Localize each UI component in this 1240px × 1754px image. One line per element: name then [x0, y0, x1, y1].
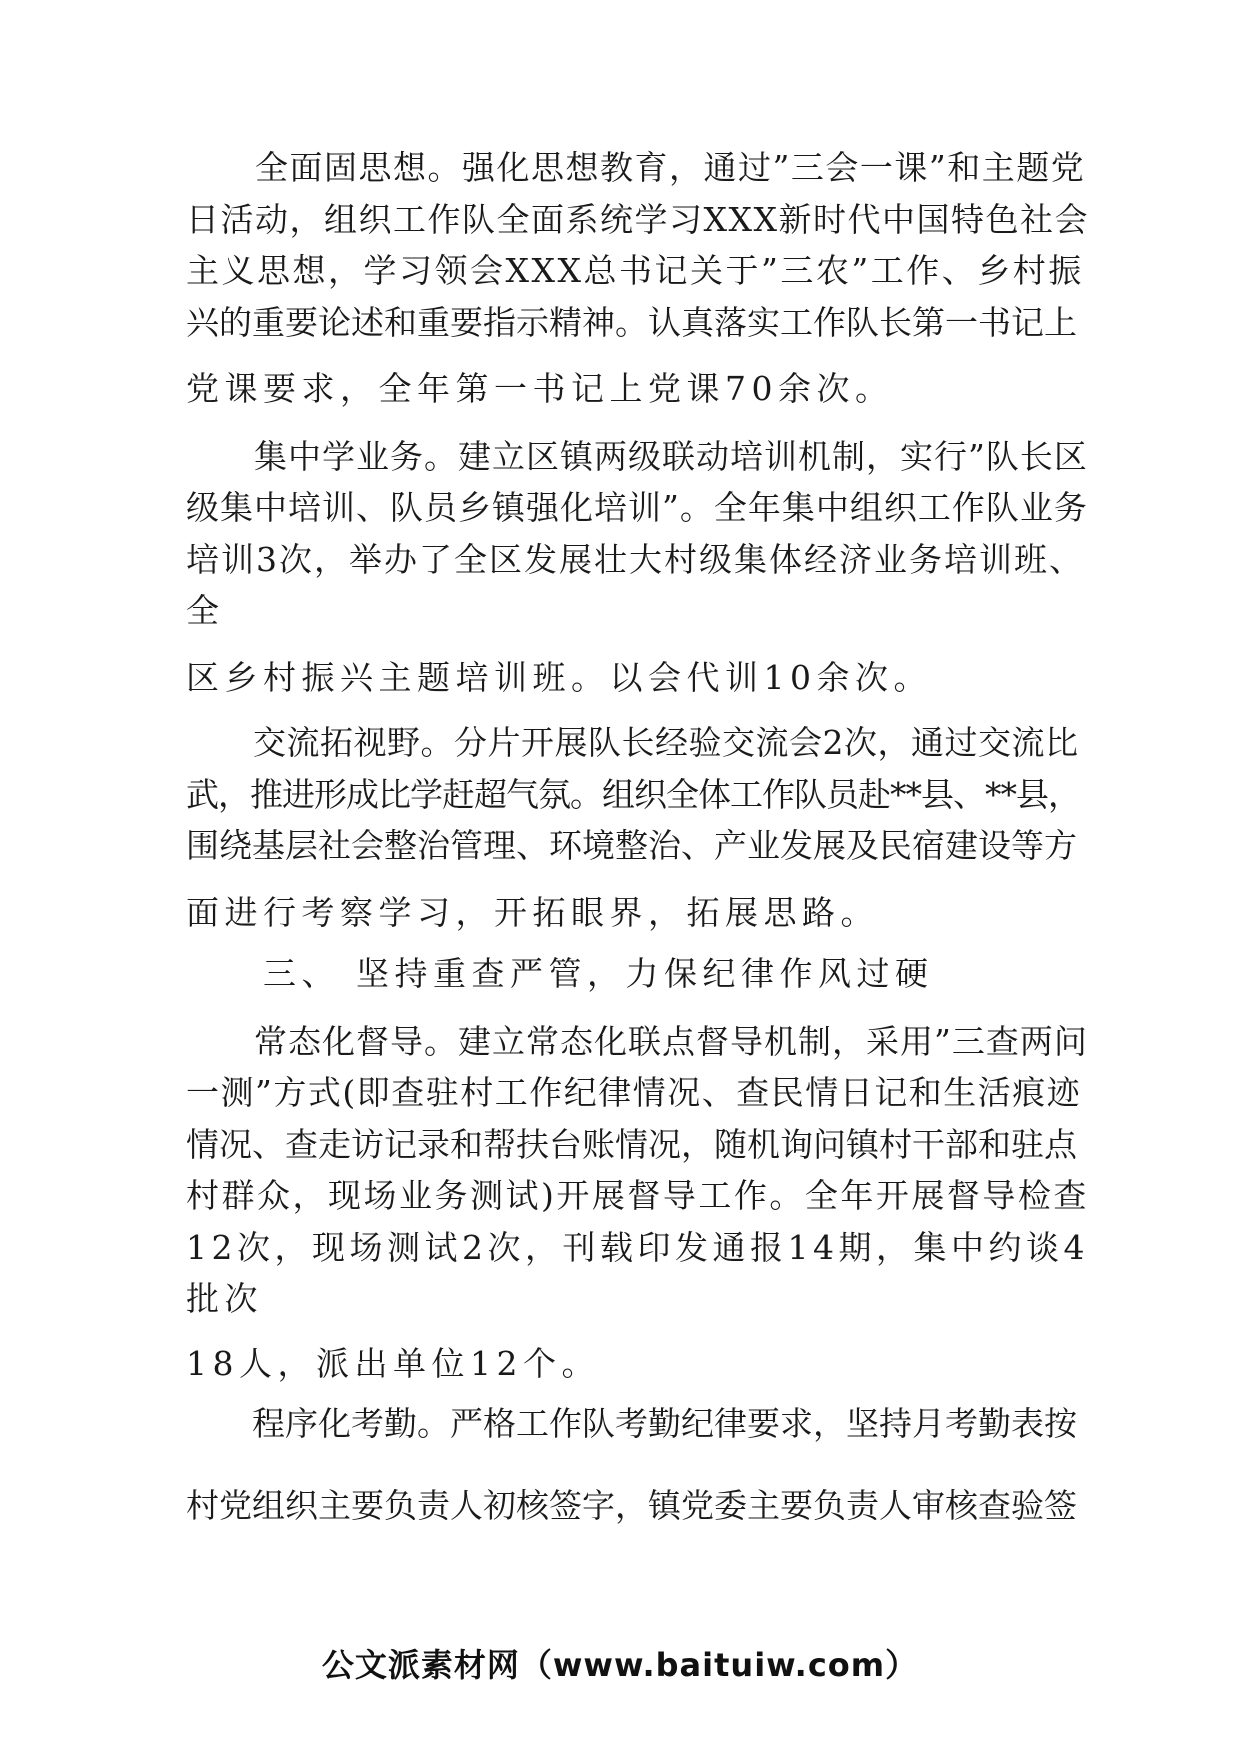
section-heading: 三、 坚持重查严管，力保纪律作风过硬: [186, 954, 934, 993]
text-line: 批次: [186, 1279, 263, 1318]
text-line: 兴的重要论述和重要指示精神。认真落实工作队长第一书记上: [186, 303, 1077, 342]
text-line: 日活动，组织工作队全面系统学习XXX新时代中国特色社会: [186, 200, 1089, 239]
text-line: 程序化考勤。严格工作队考勤纪律要求，坚持月考勤表按: [186, 1404, 1077, 1443]
text-line: 武，推进形成比学赶超气氛。组织全体工作队员赴**县、**县，: [186, 775, 1080, 814]
text-line: 全: [186, 591, 225, 630]
text-line: 主义思想，学习领会XXX总书记关于”三农”工作、乡村振: [186, 251, 1084, 290]
text-line: 党课要求，全年第一书记上党课70余次。: [186, 369, 894, 408]
text-line: 区乡村振兴主题培训班。以会代训10余次。: [186, 658, 932, 697]
text-line: 级集中培训、队员乡镇强化培训”。全年集中组织工作队业务: [186, 488, 1088, 527]
text-line: 常态化督导。建立常态化联点督导机制，采用”三查两问: [186, 1022, 1088, 1061]
text-line: 面进行考察学习，开拓眼界，拓展思路。: [186, 893, 879, 932]
text-line: 集中学业务。建立区镇两级联动培训机制，实行”队长区: [186, 437, 1088, 476]
text-line: 12次，现场测试2次，刊载印发通报14期，集中约谈4: [186, 1228, 1089, 1267]
text-line: 培训3次，举办了全区发展壮大村级集体经济业务培训班、: [186, 540, 1084, 579]
text-line: 全面固思想。强化思想教育，通过”三会一课”和主题党: [186, 148, 1086, 187]
text-line: 村党组织主要负责人初核签字，镇党委主要负责人审核查验签: [186, 1486, 1077, 1525]
text-line: 情况、查走访记录和帮扶台账情况，随机询问镇村干部和驻点: [186, 1125, 1077, 1164]
footer-source: 公文派素材网（www.baituiw.com）: [321, 1646, 919, 1684]
text-line: 围绕基层社会整治管理、环境整治、产业发展及民宿建设等方: [186, 826, 1077, 865]
text-line: 村群众，现场业务测试)开展督导工作。全年开展督导检查: [186, 1176, 1089, 1215]
text-line: 18人，派出单位12个。: [186, 1344, 600, 1383]
text-line: 一测”方式(即查驻村工作纪律情况、查民情日记和生活痕迹: [186, 1073, 1082, 1112]
text-line: 交流拓视野。分片开展队长经验交流会2次，通过交流比: [186, 723, 1079, 762]
